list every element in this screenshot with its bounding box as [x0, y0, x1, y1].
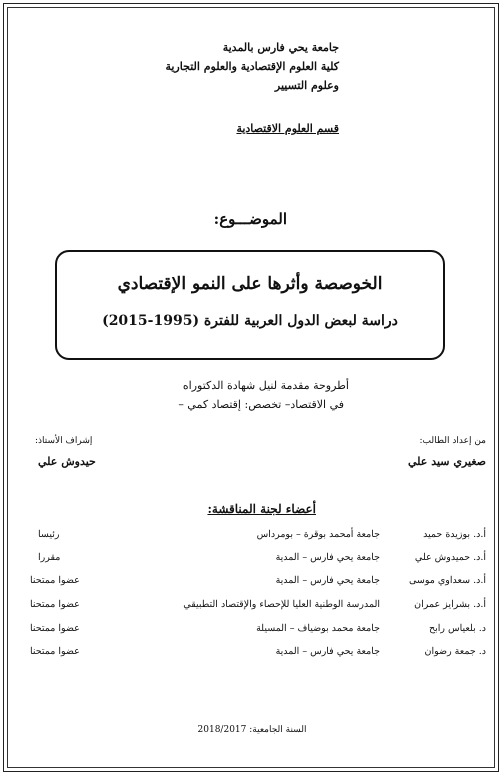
- thesis-specialization: في الاقتصاد– تخصص: إقتصاد كمي –: [178, 398, 344, 411]
- member-name: أ.د. سعداوي موسى: [408, 575, 486, 586]
- member-name: أ.د. بوزيدة حميد: [423, 529, 486, 540]
- member-name: أ.د. بشرايز عمران: [414, 599, 486, 610]
- member-name: أ.د. حميدوش علي: [414, 552, 486, 563]
- committee-title: أعضاء لجنة المناقشة:: [207, 502, 316, 516]
- member-institution: جامعة يحي فارس – المدية: [275, 552, 380, 563]
- member-role: عضوا ممتحنا: [30, 599, 80, 610]
- member-role: عضوا ممتحنا: [30, 623, 80, 634]
- member-name: د. جمعة رضوان: [424, 646, 486, 657]
- member-role: مقررا: [38, 552, 61, 563]
- faculty-name: كلية العلوم الإقتصادية والعلوم التجارية: [165, 60, 339, 73]
- member-institution: جامعة يحي فارس – المدية: [275, 575, 380, 586]
- member-role: عضوا ممتحنا: [30, 646, 80, 657]
- committee-row: [20, 647, 486, 663]
- committee-row: [20, 600, 486, 616]
- member-role: عضوا ممتحنا: [30, 575, 80, 586]
- student-name: صغيري سيد علي: [408, 455, 486, 468]
- supervisor-name: حيدوش علي: [38, 455, 96, 468]
- member-institution: جامعة محمد بوضياف – المسيلة: [256, 623, 380, 634]
- committee-row: [20, 576, 486, 592]
- department-name: قسم العلوم الاقتصادية: [236, 122, 339, 135]
- member-institution: جامعة يحي فارس – المدية: [275, 646, 380, 657]
- member-institution: المدرسة الوطنية العليا للإحصاء والإقتصاد التطبيقي: [183, 599, 380, 610]
- university-name: جامعة يحي فارس بالمدية: [222, 41, 339, 54]
- committee-row: [20, 530, 486, 546]
- academic-year-label: السنة الجامعية:: [249, 725, 307, 735]
- committee-row: [20, 553, 486, 569]
- supervisor-label: إشراف الأستاذ:: [35, 436, 93, 446]
- thesis-title: الخوصصة وأثرها على النمو الإقتصادي: [117, 274, 383, 294]
- title-box: [55, 250, 445, 360]
- member-institution: جامعة أمحمد بوقرة – بومرداس: [256, 529, 380, 540]
- thesis-subtitle: دراسة لبعض الدول العربية للفترة (1995-2015): [102, 313, 398, 329]
- student-label: من إعداد الطالب:: [419, 436, 486, 446]
- member-name: د. بلعياس رابح: [428, 623, 486, 634]
- subject-label: الموضـــوع:: [213, 210, 287, 228]
- academic-year: [0, 726, 504, 735]
- thesis-description: أطروحة مقدمة لنيل شهادة الدكتوراه: [182, 379, 349, 392]
- member-role: رئيسا: [38, 529, 60, 540]
- committee-row: [20, 624, 486, 640]
- academic-year-value: 2018/2017: [197, 725, 247, 735]
- faculty-name-cont: وعلوم التسيير: [274, 79, 339, 92]
